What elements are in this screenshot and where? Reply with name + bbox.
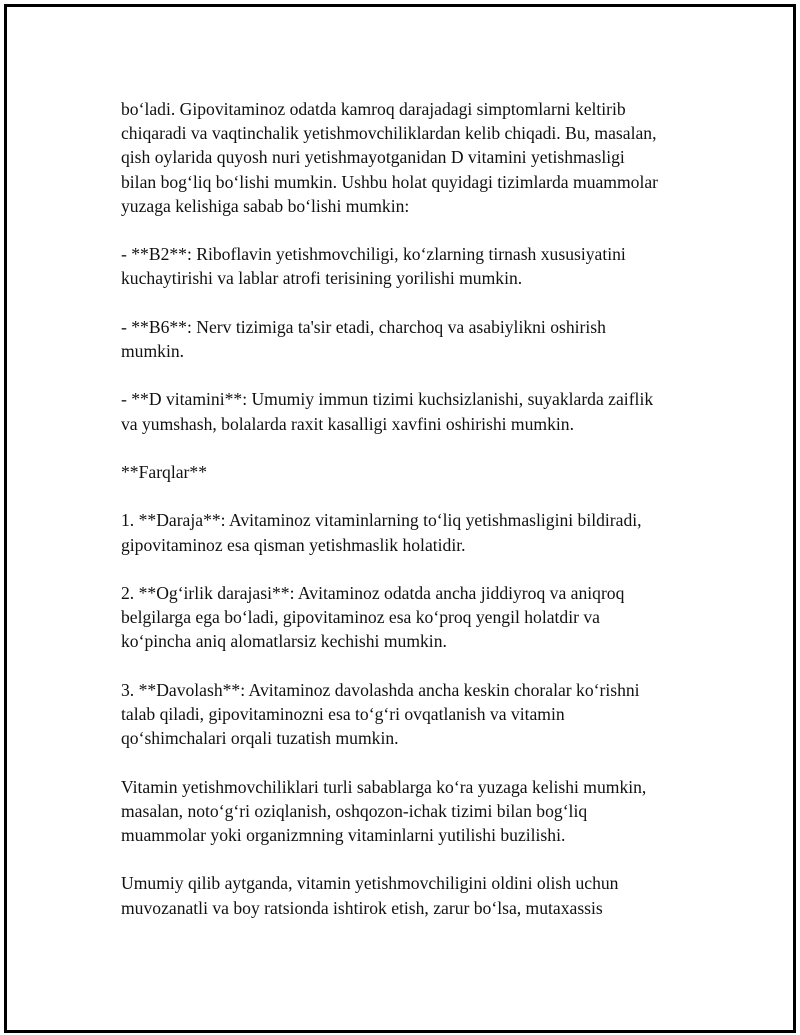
section-heading-farqlar: **Farqlar** bbox=[121, 461, 207, 482]
paragraph-causes: Vitamin yetishmovchiliklari turli sabablarga ko‘ra yuzaga kelishi mumkin, masalan, noto‘g‘ri oziqlanish, oshqozon-ichak tizimi bilan bog‘liq muammolar yoki organizmning vitaminlarni yutilishi buzilishi. bbox=[121, 776, 647, 845]
page-frame bbox=[4, 4, 796, 1033]
paragraph-intro: bo‘ladi. Gipovitaminoz odatda kamroq darajadagi simptomlarni keltirib chiqaradi va vaqtinchalik yetishmovchiliklardan kelib chiqadi. Bu, masalan, qish oylarida quyosh nuri yetishmayotganidan D vitamini yetishmasligi bilan bog‘liq bo‘lishi mumkin. Ushbu holat quyidagi tizimlarda muammolar yuzaga kelishiga sabab bo‘lishi mumkin: bbox=[121, 99, 659, 216]
list-item-daraja: 1. **Daraja**: Avitaminoz vitaminlarning to‘liq yetishmasligini bildiradi, gipovitaminoz esa qisman yetishmaslik holatidir. bbox=[121, 510, 642, 555]
list-item-davolash: 3. **Davolash**: Avitaminoz davolashda ancha keskin choralar ko‘rishni talab qiladi, gipovitaminozni esa to‘g‘ri ovqatlanish va vitamin qo‘shimchalari orqali tuzatish mumkin. bbox=[121, 679, 640, 749]
list-item-b6: - **B6**: Nerv tizimiga ta'sir etadi, charchoq va asabiylikni oshirish mumkin. bbox=[121, 316, 606, 361]
list-item-d-vitamini: - **D vitamini**: Umumiy immun tizimi kuchsizlanishi, suyaklarda zaiflik va yumshash, bolalarda raxit kasalligi xavfini oshirishi mumkin. bbox=[121, 389, 654, 434]
list-item-ogirlik-darajasi: 2. **Og‘irlik darajasi**: Avitaminoz odatda ancha jiddiyroq va aniqroq belgilarga ega bo‘ladi, gipovitaminoz esa ko‘proq yengil holatdir va ko‘pincha aniq alomatlarsiz kechishi mumkin. bbox=[121, 582, 625, 652]
paragraph-conclusion: Umumiy qilib aytganda, vitamin yetishmovchiligini oldini olish uchun muvozanatli va boy ratsionda ishtirok etish, zarur bo‘lsa, mutaxassis bbox=[121, 873, 619, 918]
document-body bbox=[121, 97, 721, 944]
list-item-b2: - **B2**: Riboflavin yetishmovchiligi, ko‘zlarning tirnash xususiyatini kuchaytirishi va lablar atrofi terisining yorilishi mumkin. bbox=[121, 244, 626, 289]
